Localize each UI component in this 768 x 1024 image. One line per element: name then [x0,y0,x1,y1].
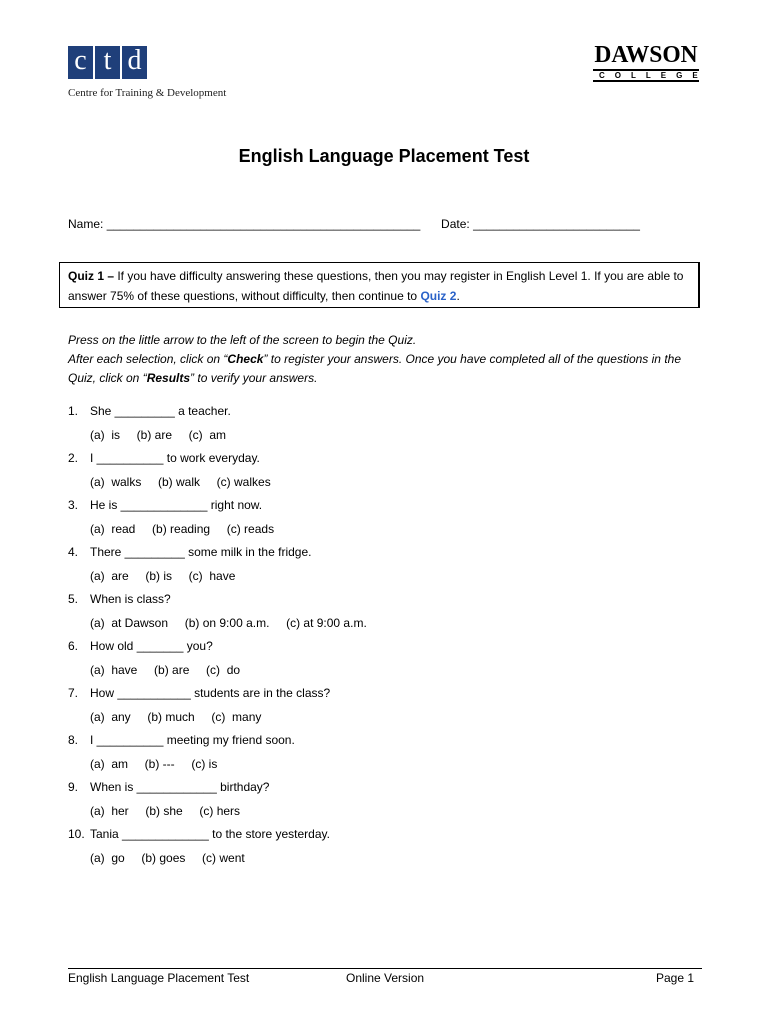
question-text: I __________ meeting my friend soon. [90,733,295,747]
question-number: 8. [68,733,79,747]
check-keyword: Check [227,352,264,366]
instructions-text: After each selection, click on “ [68,352,228,366]
ctd-logo-letter: t [95,46,120,79]
question-item [68,545,708,592]
question-number: 4. [68,545,79,559]
quiz-2-link[interactable]: Quiz 2 [420,289,457,303]
ctd-logo [68,46,147,79]
name-line: _______________________________________________ [106,217,421,231]
name-date-row [68,217,640,231]
quiz-info-box [59,262,700,308]
question-options[interactable]: (a) any (b) much (c) many [90,710,262,724]
question-options[interactable]: (a) walks (b) walk (c) walkes [90,475,271,489]
question-text: I __________ to work everyday. [90,451,260,465]
footer-version: Online Version [346,971,425,985]
question-number: 5. [68,592,79,606]
page-title: English Language Placement Test [238,146,530,166]
question-options[interactable]: (a) are (b) is (c) have [90,569,236,583]
question-text: Tania _____________ to the store yesterday. [90,827,330,841]
footer-document-title: English Language Placement Test [68,971,250,985]
question-item [68,592,708,639]
instructions-text: ” to register your answers. Once you have completed all of the questions in the Quiz, click on “ [68,352,681,385]
question-options[interactable]: (a) read (b) reading (c) reads [90,522,275,536]
question-item [68,404,708,451]
question-options[interactable]: (a) at Dawson (b) on 9:00 a.m. (c) at 9:00 a.m. [90,616,367,630]
question-number: 1. [68,404,79,418]
name-label: Name: [68,217,104,231]
date-line: _________________________ [473,217,640,231]
footer-divider [68,968,702,969]
date-label: Date: [441,217,470,231]
question-item [68,686,708,733]
footer-page-number: Page 1 [656,971,695,985]
quiz-heading: Quiz 1 – [68,269,115,283]
question-text: She _________ a teacher. [90,404,231,418]
question-item [68,780,708,827]
question-item [68,827,708,874]
dawson-name: DAWSON [594,42,698,68]
question-item [68,639,708,686]
question-text: He is _____________ right now. [90,498,263,512]
question-number: 7. [68,686,79,700]
quiz-description-end: . [456,289,460,303]
instructions-line-1: Press on the little arrow to the left of the screen to begin the Quiz. [68,333,417,347]
question-number: 6. [68,639,79,653]
instructions [68,331,708,388]
question-text: How ___________ students are in the class? [90,686,331,700]
dawson-college-text: COLLEGE [593,69,699,82]
question-number: 3. [68,498,79,512]
results-keyword: Results [146,371,191,385]
question-text: When is class? [90,592,171,606]
instructions-text: ” to verify your answers. [190,371,318,385]
ctd-logo-letter: d [122,46,147,79]
questions-list [68,404,708,874]
question-options[interactable]: (a) go (b) goes (c) went [90,851,245,865]
dawson-college-logo [593,42,708,82]
question-number: 9. [68,780,79,794]
question-item [68,733,708,780]
question-number: 10. [68,827,85,841]
question-text: When is ____________ birthday? [90,780,270,794]
question-item [68,451,708,498]
quiz-description: If you have difficulty answering these questions, then you may register in English Level 1. If you are able to answer 75% of these questions, without difficulty, then continue to [68,269,684,303]
question-options[interactable]: (a) have (b) are (c) do [90,663,241,677]
question-text: How old _______ you? [90,639,213,653]
question-item [68,498,708,545]
question-options[interactable]: (a) is (b) are (c) am [90,428,227,442]
ctd-logo-letter: c [68,46,93,79]
question-text: There _________ some milk in the fridge. [90,545,312,559]
question-options[interactable]: (a) her (b) she (c) hers [90,804,241,818]
ctd-subtitle: Centre for Training & Development [68,87,227,99]
instructions-line-2 [68,350,708,388]
question-number: 2. [68,451,79,465]
question-options[interactable]: (a) am (b) --- (c) is [90,757,218,771]
